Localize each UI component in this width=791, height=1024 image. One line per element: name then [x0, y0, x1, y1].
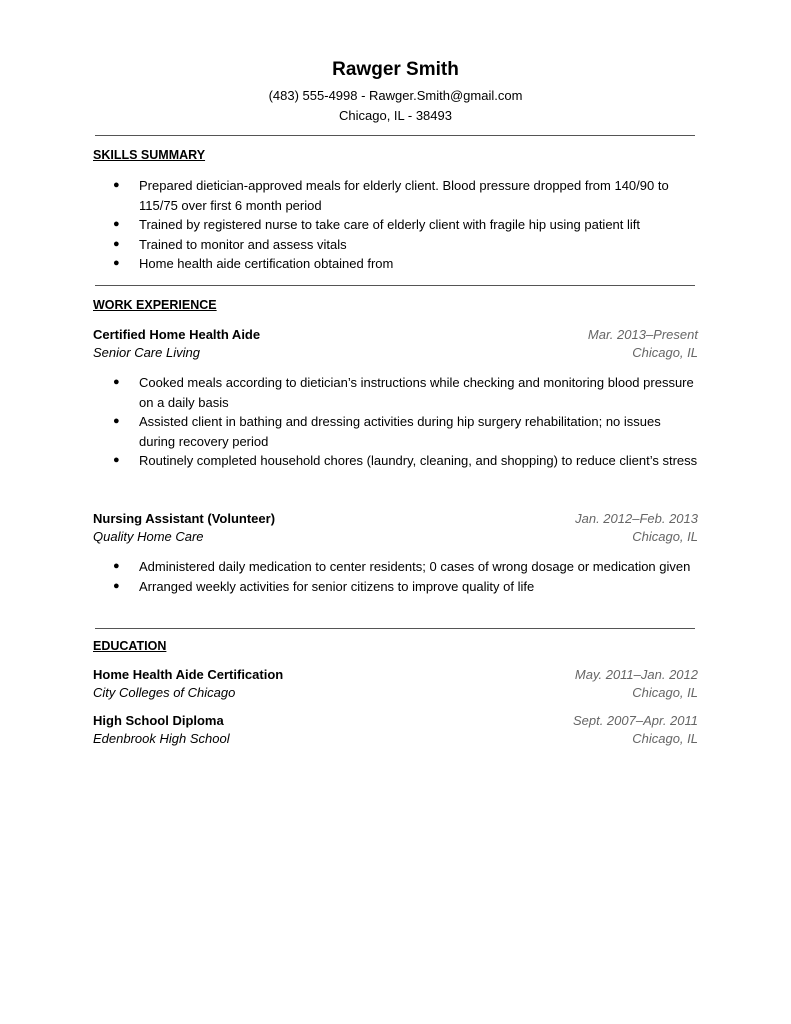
job-dates: Mar. 2013–Present — [587, 327, 698, 342]
education-location: Chicago, IL — [632, 731, 698, 746]
skills-list — [93, 176, 698, 274]
location-line: Chicago, IL - 38493 — [339, 108, 452, 123]
resume-header — [0, 0, 791, 126]
divider — [95, 135, 695, 136]
contact-line: (483) 555-4998 - Rawger.Smith@gmail.com — [268, 88, 523, 103]
job-location: Chicago, IL — [632, 529, 698, 544]
education-dates: Sept. 2007–Apr. 2011 — [572, 713, 698, 728]
job-bullets — [93, 557, 698, 596]
list-item: ● Cooked meals according to dietician’s instructions while checking and monitoring blood pressure on a daily basis — [93, 373, 698, 412]
job-bullets — [93, 373, 698, 471]
school-name: City Colleges of Chicago — [93, 685, 236, 700]
list-item: ● Trained by registered nurse to take care of elderly client with fragile hip using patient lift — [93, 215, 698, 235]
degree-title: Home Health Aide Certification — [93, 667, 284, 682]
list-item: ● Prepared dietician-approved meals for elderly client. Blood pressure dropped from 140/90 to 115/75 over first 6 month period — [93, 176, 698, 215]
list-item: ● Arranged weekly activities for senior citizens to improve quality of life — [93, 577, 698, 597]
list-item: ● Trained to monitor and assess vitals — [93, 235, 698, 255]
job-org: Senior Care Living — [93, 345, 200, 360]
education-entry — [93, 712, 698, 748]
section-title-skills: SKILLS SUMMARY — [93, 148, 206, 162]
list-item: ● Assisted client in bathing and dressing activities during hip surgery rehabilitation; no issues during recovery period — [93, 412, 698, 451]
education-entry — [93, 666, 698, 702]
section-title-work: WORK EXPERIENCE — [93, 298, 217, 312]
education-dates: May. 2011–Jan. 2012 — [574, 667, 698, 682]
job-title: Certified Home Health Aide — [93, 327, 261, 342]
job-location: Chicago, IL — [632, 345, 698, 360]
job-dates: Jan. 2012–Feb. 2013 — [575, 511, 698, 526]
list-item: ● Routinely completed household chores (laundry, cleaning, and shopping) to reduce client’s stress — [93, 451, 698, 471]
candidate-name: Rawger Smith — [332, 59, 459, 80]
job-entry — [93, 326, 698, 362]
section-title-education: EDUCATION — [93, 639, 167, 653]
list-item: ● Administered daily medication to center residents; 0 cases of wrong dosage or medication given — [93, 557, 698, 577]
list-item: ● Home health aide certification obtained from — [93, 254, 698, 274]
divider — [95, 628, 695, 629]
degree-title: High School Diploma — [93, 713, 224, 728]
school-name: Edenbrook High School — [93, 731, 230, 746]
education-location: Chicago, IL — [632, 685, 698, 700]
job-title: Nursing Assistant (Volunteer) — [93, 511, 276, 526]
divider — [95, 285, 695, 286]
job-entry — [93, 510, 698, 546]
job-org: Quality Home Care — [93, 529, 204, 544]
